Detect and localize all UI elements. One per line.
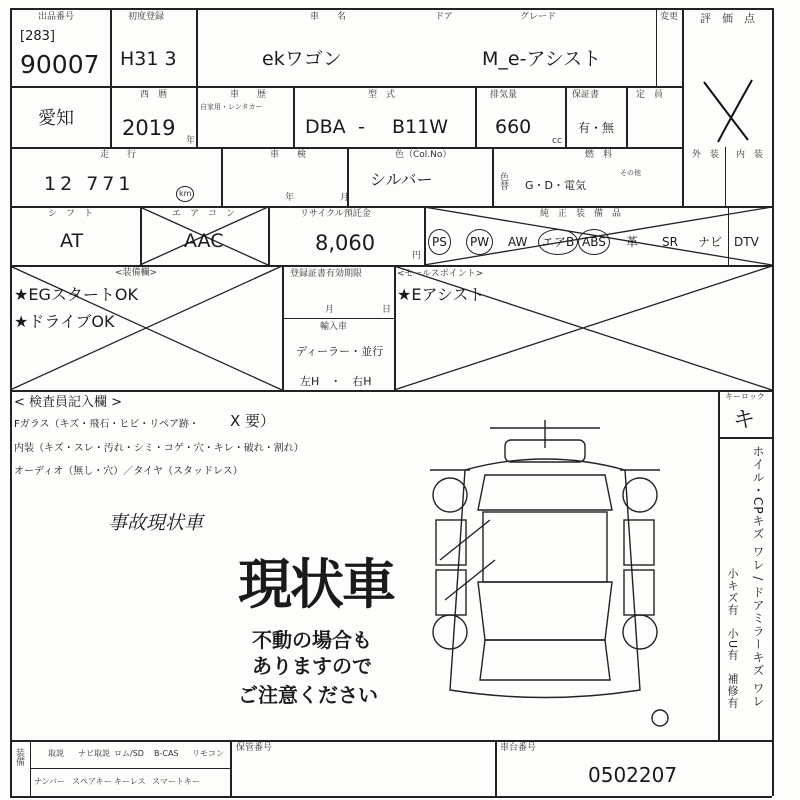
stamp-big: 現状車 <box>238 553 394 616</box>
color-change: 色替 <box>498 172 508 190</box>
vin-label: 車台番号 <box>500 743 537 753</box>
key-value: キ <box>733 408 756 433</box>
note-1: ★EGスタートOK <box>14 285 138 304</box>
vehicle-check-sub: 自家用・レンタカー <box>200 103 263 111</box>
name-label: 車 名 <box>310 12 347 22</box>
shift-label: シ フ ト <box>48 209 94 219</box>
stamp-line-2: ありますので <box>252 654 372 678</box>
inspector-title: < 検査員記入欄 > <box>14 395 123 410</box>
import-label: 輸入車 <box>320 322 348 332</box>
inspection-month: 月 <box>340 193 350 203</box>
warranty-label: 保証書 <box>572 90 600 100</box>
ac: AAC <box>184 230 224 252</box>
fuel-label: 燃 料 <box>585 150 613 160</box>
change-label: 変更 <box>660 12 679 22</box>
notes-label: <装備欄> <box>115 268 158 278</box>
year: 2019 <box>122 116 176 140</box>
inspector-line-2: 内装（キズ・スレ・汚れ・シミ・コゲ・穴・キレ・破れ・割れ） <box>14 443 304 454</box>
import-value: ディーラー・並行 <box>296 345 384 358</box>
grade-label: グレード <box>520 12 557 22</box>
side-note-main: ホイル・CPキズ ワレ / ドアミラーキズ ワレ <box>751 445 765 708</box>
note-2: ★ドライブOK <box>14 312 115 331</box>
stamp-line-1: 不動の場合も <box>252 628 372 652</box>
year-unit: 年 <box>186 136 196 146</box>
inspector-line-1-mark: X 要） <box>230 412 276 430</box>
inspection-year: 年 <box>285 193 295 203</box>
year-label: 西 暦 <box>140 90 168 100</box>
footer-item: ロム/SD <box>114 749 144 758</box>
footer-item: B-CAS <box>154 749 179 758</box>
recycle-label: リサイクル預託金 <box>300 209 371 219</box>
fuel-options: G・D・電気 <box>525 179 586 192</box>
sales-1: ★Eアシスト <box>397 285 485 304</box>
equipment-option: DTV <box>734 235 759 249</box>
inspection-label: 車 検 <box>270 150 307 160</box>
region: 愛知 <box>38 108 74 129</box>
car-name: ekワゴン <box>262 48 342 70</box>
footer-item: ナビ取説 <box>78 749 110 758</box>
reg-day: 日 <box>382 305 392 315</box>
first-reg-label: 初度登録 <box>128 12 165 22</box>
equipment-label: 純 正 装 備 品 <box>540 209 622 219</box>
footer-item: ナンバー <box>34 777 66 786</box>
equipment-option: SR <box>662 235 678 249</box>
lot-label: 出品番号 <box>38 12 75 22</box>
footer-item: リモコン <box>192 749 224 758</box>
warranty-value: 有・無 <box>578 121 615 135</box>
exterior-label: 外 装 <box>692 150 720 160</box>
storage-label: 保管番号 <box>236 743 273 753</box>
recycle: 8,060 <box>315 231 376 255</box>
displacement-unit: cc <box>552 136 562 146</box>
model-dash: - <box>358 116 365 138</box>
grade: M_e-アシスト <box>482 48 602 70</box>
equipment-option: ナビ <box>698 235 723 249</box>
color-label: 色（Col.No） <box>395 150 452 160</box>
model-label: 型 式 <box>368 90 396 100</box>
equipment-option: AW <box>508 235 528 249</box>
stamp-line-3: ご注意ください <box>238 683 378 707</box>
mileage-label: 走 行 <box>100 150 137 160</box>
footer-col1: 装備 <box>14 748 24 766</box>
footer-item: スマートキー <box>152 777 200 786</box>
handle-value: 左H ・ 右H <box>300 375 372 388</box>
footer-item: キーレス <box>114 777 146 786</box>
interior-label: 内 装 <box>736 150 764 160</box>
mileage: 12 771 <box>44 173 135 195</box>
lot-number: 90007 <box>20 50 100 79</box>
lot-bracket: [283] <box>20 29 55 44</box>
ac-label: エ ア コ ン <box>172 209 236 219</box>
displacement-label: 排気量 <box>490 90 518 100</box>
side-note-sub: 小キズ有 小U有 補修有 <box>726 568 739 710</box>
equipment-option: PS <box>428 229 451 255</box>
recycle-unit: 円 <box>412 251 422 261</box>
equipment-option: 革 <box>626 235 639 249</box>
model-code: B11W <box>392 116 448 138</box>
vin: 0502207 <box>588 763 678 787</box>
fuel-other: その他 <box>620 169 641 177</box>
footer-item: 取説 <box>48 749 64 758</box>
inspector-line-3: オーディオ（無し・穴）／タイヤ（スタッドレス） <box>14 466 243 477</box>
reg-month: 月 <box>325 305 335 315</box>
capacity-label: 定 員 <box>636 90 664 100</box>
equipment-option: エアB <box>538 229 578 255</box>
equipment-option: PW <box>466 229 493 255</box>
mileage-km-mark: km <box>176 186 194 202</box>
first-reg: H31 3 <box>120 48 177 70</box>
score-label: 評 価 点 <box>700 12 755 25</box>
reg-deadline-label: 登録証書有効期限 <box>290 269 363 279</box>
door-label: ドア <box>435 12 453 22</box>
shift: AT <box>60 230 84 252</box>
equipment-option: ABS <box>578 229 610 255</box>
sales-label: <セールスポイント> <box>397 269 484 279</box>
displacement: 660 <box>495 116 532 138</box>
handwritten-note: 事故現状車 <box>108 512 204 534</box>
inspector-line-1: Fガラス（キズ・飛石・ヒビ・リペア跡・ <box>14 419 200 430</box>
color: シルバー <box>370 170 433 189</box>
vehicle-check-label: 車 歴 <box>230 90 267 100</box>
model-prefix: DBA <box>305 116 346 138</box>
footer-item: スペアキー <box>72 777 112 786</box>
key-label: キーロック <box>725 392 765 401</box>
